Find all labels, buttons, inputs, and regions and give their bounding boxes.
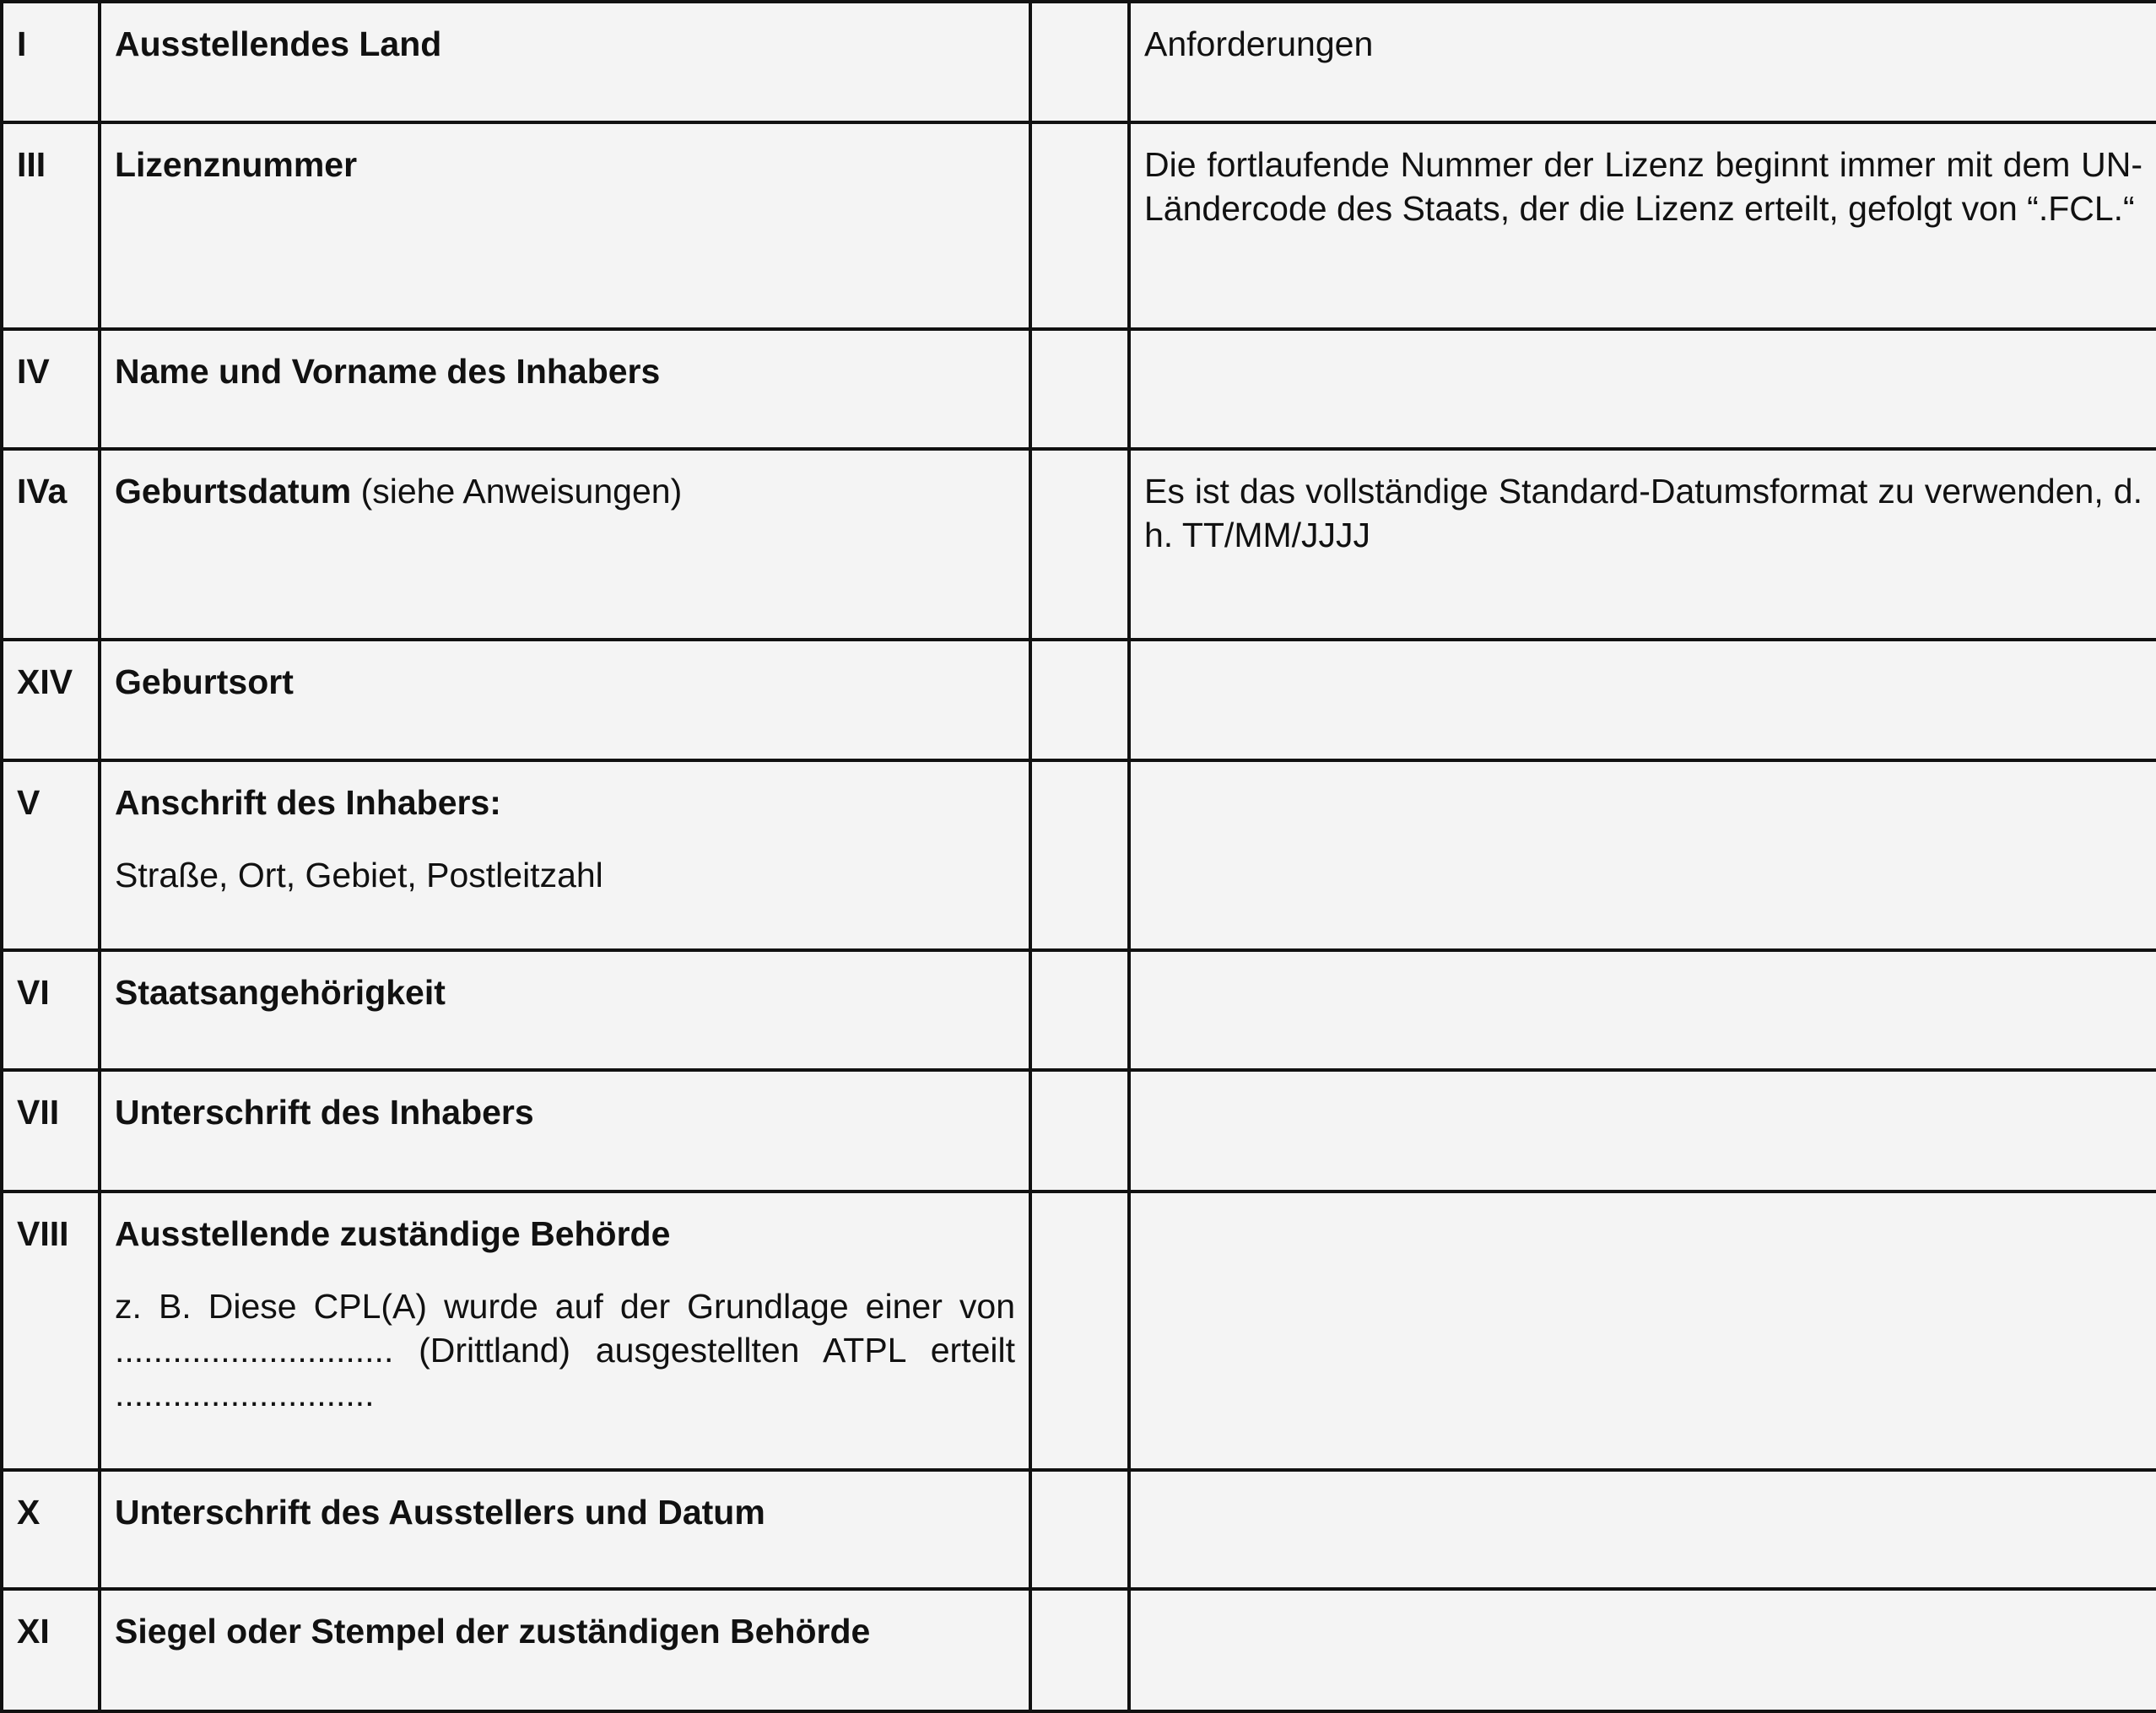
requirements-cell [1129,329,2156,449]
field-label-cell [100,449,1030,640]
requirements-cell [1129,1470,2156,1589]
empty-cell [1030,950,1129,1070]
requirements-cell: Die fortlaufende Nummer der Lizenz beginnt immer mit dem UN-Ländercode des Staats, der die Lizenz erteilt, gefolgt von “.FCL.“ [1129,122,2156,329]
field-title: Staatsangehörigkeit [115,973,446,1012]
field-label-cell [100,640,1030,760]
table-row [2,1470,2156,1589]
table-row [2,122,2156,329]
table-row [2,1589,2156,1711]
field-title: Lizenznummer [115,145,358,184]
empty-cell [1030,640,1129,760]
requirements-cell [1129,1192,2156,1470]
requirements-cell [1129,760,2156,950]
field-title: Name und Vorname des Inhabers [115,352,661,391]
requirements-cell [1129,1589,2156,1711]
table-row [2,640,2156,760]
table-row [2,950,2156,1070]
field-title: Geburtsort [115,662,294,701]
field-title: Unterschrift des Inhabers [115,1093,534,1132]
empty-cell [1030,122,1129,329]
empty-cell [1030,1192,1129,1470]
field-label-cell [100,1070,1030,1192]
field-label-cell [100,122,1030,329]
field-number: VI [2,950,100,1070]
field-label-cell [100,950,1030,1070]
field-title: Anschrift des Inhabers: [115,783,501,822]
field-title: Ausstellende zuständige Behörde [115,1214,671,1253]
field-title: Siegel oder Stempel der zuständigen Behörde [115,1612,871,1651]
table-row [2,760,2156,950]
field-description: Straße, Ort, Gebiet, Postleitzahl [115,856,603,894]
table-row [2,449,2156,640]
field-note: (siehe Anweisungen) [351,472,683,511]
field-label-cell [100,1192,1030,1470]
field-number: I [2,2,100,122]
field-label-cell [100,1589,1030,1711]
empty-cell [1030,1589,1129,1711]
field-label-cell [100,329,1030,449]
field-title: Geburtsdatum [115,472,352,511]
empty-cell [1030,760,1129,950]
field-description: z. B. Diese CPL(A) wurde auf der Grundlage einer von ............................. (Drittland) ausgestellten ATPL erteilt ........................... [115,1287,1015,1413]
requirements-cell [1129,1070,2156,1192]
empty-cell [1030,329,1129,449]
table-row [2,2,2156,122]
field-label-cell [100,1470,1030,1589]
field-number: VII [2,1070,100,1192]
field-number: III [2,122,100,329]
requirements-cell [1129,950,2156,1070]
table-row [2,1192,2156,1470]
field-number: XIV [2,640,100,760]
field-number: IVa [2,449,100,640]
field-label-cell [100,760,1030,950]
empty-cell [1030,1470,1129,1589]
requirements-cell: Es ist das vollständige Standard-Datumsformat zu verwenden, d. h. TT/MM/JJJJ [1129,449,2156,640]
requirements-cell [1129,640,2156,760]
field-number: IV [2,329,100,449]
table-row [2,329,2156,449]
empty-cell [1030,449,1129,640]
field-label-cell [100,2,1030,122]
field-number: VIII [2,1192,100,1470]
field-number: XI [2,1589,100,1711]
field-number: X [2,1470,100,1589]
empty-cell [1030,1070,1129,1192]
field-title: Unterschrift des Ausstellers und Datum [115,1493,765,1532]
field-number: V [2,760,100,950]
requirements-cell: Anforderungen [1129,2,2156,122]
table-row [2,1070,2156,1192]
empty-cell [1030,2,1129,122]
field-title: Ausstellendes Land [115,24,442,63]
